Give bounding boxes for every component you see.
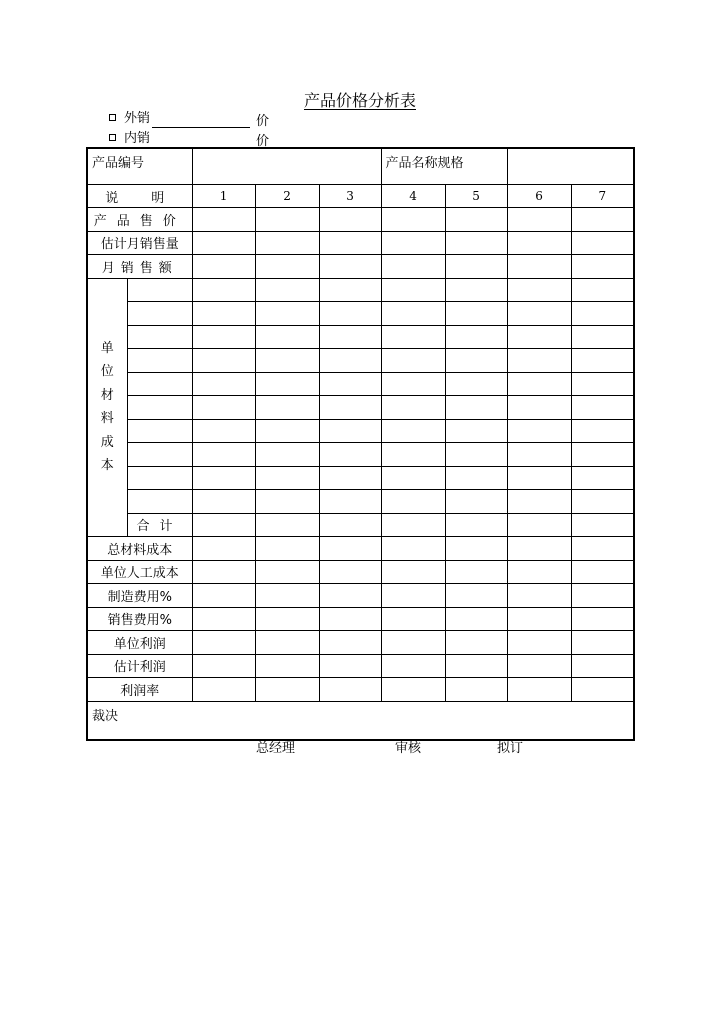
- table-row: [87, 537, 634, 561]
- col-header: 2: [255, 185, 319, 208]
- row-label-monthly-sales-amount: 月销售额: [87, 255, 192, 279]
- description-row: [87, 185, 634, 208]
- row-label-unit-material-cost: 单位材料成本: [87, 278, 127, 537]
- table-row: [87, 302, 634, 326]
- export-price-label: 价: [256, 114, 270, 129]
- row-label-manufacturing-expense: 制造费用%: [87, 584, 192, 608]
- table-row: [87, 419, 634, 443]
- draft-signature-label: 拟订: [497, 741, 524, 756]
- verdict-cell[interactable]: [87, 701, 634, 740]
- export-label: 外销: [124, 111, 151, 126]
- description-label: 说 明: [87, 185, 192, 208]
- review-signature-label: 审核: [395, 741, 422, 756]
- table-row: [87, 466, 634, 490]
- form-title: 产品价格分析表: [303, 91, 416, 110]
- header-row: [87, 148, 634, 185]
- col-header: 6: [507, 185, 571, 208]
- product-no-label: 产品编号: [87, 148, 192, 185]
- table-row: [87, 255, 634, 279]
- table-row: [87, 325, 634, 349]
- table-row: [87, 349, 634, 373]
- table-row: [87, 584, 634, 608]
- table-row: [87, 631, 634, 655]
- table-row: [87, 678, 634, 702]
- domestic-option[interactable]: [109, 130, 150, 148]
- table-row: [87, 208, 634, 232]
- row-label-est-monthly-sales: 估计月销售量: [87, 231, 192, 255]
- table-row: [87, 396, 634, 420]
- general-manager-signature-label: 总经理: [256, 741, 296, 756]
- verdict-row: [87, 701, 634, 740]
- table-row: [87, 513, 634, 537]
- row-label-unit-profit: 单位利润: [87, 631, 192, 655]
- price-analysis-table: [86, 147, 635, 741]
- domestic-checkbox[interactable]: [109, 134, 116, 141]
- product-name-label: 产品名称规格: [381, 148, 507, 185]
- table-row: [87, 443, 634, 467]
- row-label-est-profit: 估计利润: [87, 654, 192, 678]
- table-row: [87, 372, 634, 396]
- verdict-label: 裁决: [92, 708, 119, 724]
- col-header: 5: [445, 185, 507, 208]
- row-label-subtotal: 合计: [127, 513, 192, 537]
- col-header: 1: [192, 185, 255, 208]
- col-header: 3: [319, 185, 381, 208]
- domestic-label: 内销: [124, 131, 151, 146]
- row-label-price: 产品售价: [87, 208, 192, 232]
- table-row: [87, 490, 634, 514]
- domestic-price-label: 价: [256, 134, 270, 149]
- row-label-sales-expense: 销售费用%: [87, 607, 192, 631]
- product-no-cell[interactable]: [192, 148, 381, 185]
- table-row: [87, 607, 634, 631]
- table-row: [87, 278, 634, 302]
- row-label-total-material-cost: 总材料成本: [87, 537, 192, 561]
- col-header: 4: [381, 185, 445, 208]
- export-option[interactable]: [109, 110, 250, 128]
- export-checkbox[interactable]: [109, 114, 116, 121]
- table-row: [87, 560, 634, 584]
- col-header: 7: [571, 185, 634, 208]
- table-row: [87, 231, 634, 255]
- row-label-unit-labor-cost: 单位人工成本: [87, 560, 192, 584]
- export-price-field[interactable]: [152, 115, 250, 128]
- table-row: [87, 654, 634, 678]
- row-label-profit-rate: 利润率: [87, 678, 192, 702]
- product-name-cell[interactable]: [507, 148, 634, 185]
